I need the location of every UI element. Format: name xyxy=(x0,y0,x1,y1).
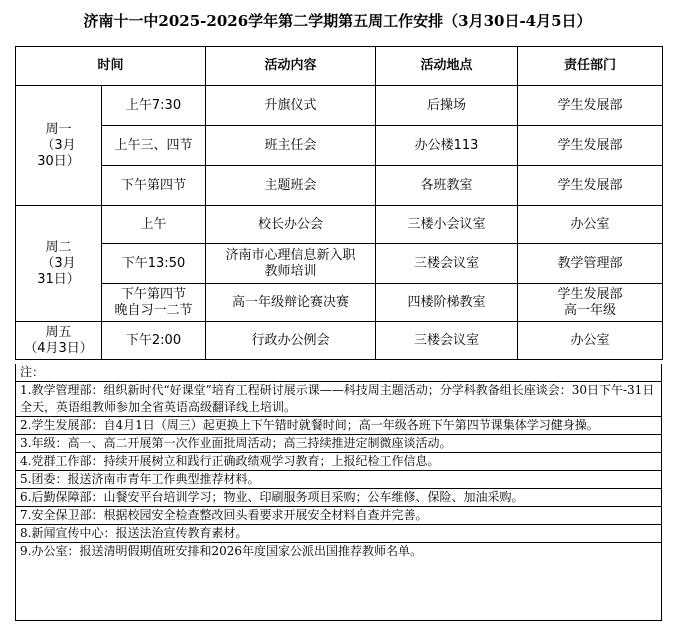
table-row xyxy=(16,244,663,284)
time-cell: 下午第四节 晚自习一二节 xyxy=(102,284,206,322)
activity-cell: 升旗仪式 xyxy=(206,86,376,126)
place-cell: 各班教室 xyxy=(376,166,518,206)
header-time: 时间 xyxy=(16,47,206,86)
day-cell: 周五 （4月3日） xyxy=(16,322,102,360)
time-cell: 上午三、四节 xyxy=(102,126,206,166)
table-row xyxy=(16,86,663,126)
place-cell: 三楼小会议室 xyxy=(376,206,518,244)
table-row xyxy=(16,322,663,360)
note-item: 5.团委：报送济南市青年工作典型推荐材料。 xyxy=(16,471,661,489)
note-item: 4.党群工作部：持续开展树立和践行正确政绩观学习教育；上报纪检工作信息。 xyxy=(16,453,661,471)
notes-section xyxy=(15,364,662,621)
note-item: 3.年级：高一、高二开展第一次作业面批周活动；高三持续推进定制微座谈活动。 xyxy=(16,435,661,453)
time-cell: 下午第四节 xyxy=(102,166,206,206)
day-cell: 周一 （3月 30日） xyxy=(16,86,102,206)
note-item: 8.新闻宣传中心：报送法治宣传教育素材。 xyxy=(16,525,661,543)
activity-cell: 高一年级辩论赛决赛 xyxy=(206,284,376,322)
table-row xyxy=(16,166,663,206)
activity-cell: 济南市心理信息新入职 教师培训 xyxy=(206,244,376,284)
activity-cell: 主题班会 xyxy=(206,166,376,206)
note-item: 6.后勤保障部：山餐安平台培训学习；物业、印刷服务项目采购；公车维修、保险、加油采购。 xyxy=(16,489,661,507)
header-place: 活动地点 xyxy=(376,47,518,86)
table-row xyxy=(16,284,663,322)
time-cell: 下午13:50 xyxy=(102,244,206,284)
notes-label: 注： xyxy=(16,364,661,382)
place-cell: 办公楼113 xyxy=(376,126,518,166)
dept-cell: 学生发展部 xyxy=(518,166,663,206)
dept-cell: 教学管理部 xyxy=(518,244,663,284)
table-header-row xyxy=(16,47,663,86)
header-activity: 活动内容 xyxy=(206,47,376,86)
page-title: 济南十一中2025-2026学年第二学期第五周工作安排（3月30日-4月5日） xyxy=(83,12,592,30)
note-item: 7.安全保卫部：根据校园安全检查整改回头看要求开展安全材料自查并完善。 xyxy=(16,507,661,525)
note-item: 1.教学管理部：组织新时代“好课堂”培育工程研讨展示课——科技周主题活动；分学科教备组长座谈会：30日下午-31日全天，英语组教师参加全省英语高级翻译线上培训。 xyxy=(16,382,661,417)
time-cell: 上午 xyxy=(102,206,206,244)
place-cell: 四楼阶梯教室 xyxy=(376,284,518,322)
header-dept: 责任部门 xyxy=(518,47,663,86)
table-row xyxy=(16,206,663,244)
note-item: 2.学生发展部：自4月1日（周三）起更换上下午错时就餐时间；高一年级各班下午第四节课集体学习健身操。 xyxy=(16,417,661,435)
activity-cell: 班主任会 xyxy=(206,126,376,166)
dept-cell: 学生发展部 高一年级 xyxy=(518,284,663,322)
place-cell: 三楼会议室 xyxy=(376,322,518,360)
dept-cell: 办公室 xyxy=(518,206,663,244)
note-item: 9.办公室：报送清明假期值班安排和2026年度国家公派出国推荐教师名单。 xyxy=(20,544,422,558)
place-cell: 后操场 xyxy=(376,86,518,126)
activity-cell: 校长办公会 xyxy=(206,206,376,244)
day-cell: 周二 （3月 31日） xyxy=(16,206,102,322)
table-row xyxy=(16,126,663,166)
schedule-table xyxy=(15,46,663,360)
dept-cell: 学生发展部 xyxy=(518,86,663,126)
activity-cell: 行政办公例会 xyxy=(206,322,376,360)
place-cell: 三楼会议室 xyxy=(376,244,518,284)
dept-cell: 学生发展部 xyxy=(518,126,663,166)
dept-cell: 办公室 xyxy=(518,322,663,360)
time-cell: 上午7:30 xyxy=(102,86,206,126)
time-cell: 下午2:00 xyxy=(102,322,206,360)
